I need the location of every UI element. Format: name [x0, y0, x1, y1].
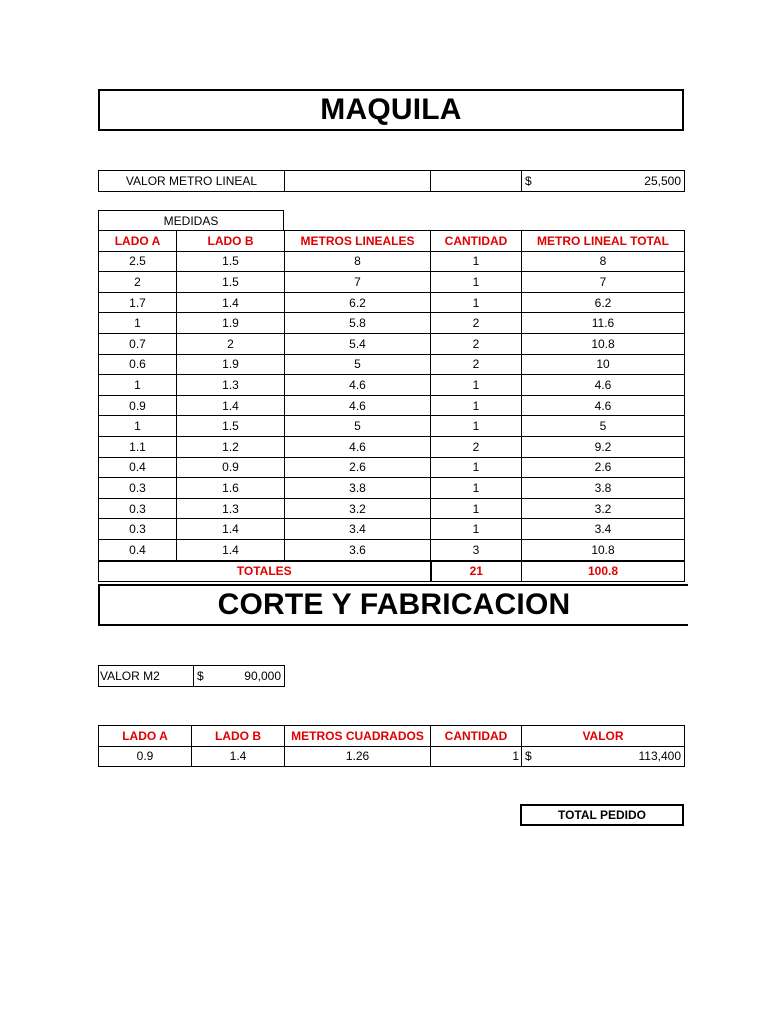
corte-title: CORTE Y FABRICACION [217, 588, 571, 621]
cell-metro-lineal-total: 3.4 [522, 519, 685, 540]
header-metros-lineales: METROS LINEALES [285, 231, 431, 252]
table-row [99, 333, 685, 354]
valor-m2-cell [194, 666, 285, 687]
maquila-body [99, 251, 685, 560]
cell-metro-lineal-total: 11.6 [522, 313, 685, 334]
valor-metro-lineal-table [98, 170, 685, 192]
cell-metros-lineales: 3.4 [285, 519, 431, 540]
cell-lado-b: 1.4 [177, 395, 285, 416]
total-metro-lineal: 100.8 [522, 561, 685, 582]
cell-lado-b: 1.6 [177, 478, 285, 499]
cell-metros-lineales: 5 [285, 354, 431, 375]
cell-lado-a: 0.3 [99, 519, 177, 540]
cell-lado-b: 1.9 [177, 354, 285, 375]
cell-lado-a: 0.6 [99, 354, 177, 375]
cell-metro-lineal-total: 10.8 [522, 539, 685, 560]
cell-lado-b: 1.5 [177, 272, 285, 293]
cell-metros-lineales: 6.2 [285, 292, 431, 313]
cell-cantidad: 1 [431, 519, 522, 540]
table-row [99, 251, 685, 272]
currency-symbol: $ [197, 668, 204, 683]
header-metros-cuadrados: METROS CUADRADOS [285, 726, 431, 747]
cell-metro-lineal-total: 5 [522, 416, 685, 437]
cell-lado-b: 2 [177, 333, 285, 354]
header-valor: VALOR [522, 726, 685, 747]
valor-m2-table [98, 665, 285, 687]
table-row [99, 416, 685, 437]
total-cantidad: 21 [431, 561, 522, 582]
cell-metro-lineal-total: 3.2 [522, 498, 685, 519]
maquila-table [98, 230, 685, 582]
valor-metro-lineal-cell [522, 171, 685, 192]
valor-m2-amount: 90,000 [244, 668, 281, 683]
cell-lado-b: 1.3 [177, 498, 285, 519]
cell-lado-a: 1.7 [99, 292, 177, 313]
cell-metros-lineales: 3.8 [285, 478, 431, 499]
totales-label: TOTALES [99, 561, 431, 582]
cell-metros-lineales: 4.6 [285, 395, 431, 416]
header-lado-a: LADO A [99, 231, 177, 252]
cell-metros-lineales: 5.8 [285, 313, 431, 334]
table-row [99, 375, 685, 396]
currency-symbol: $ [525, 173, 532, 188]
cell-metro-lineal-total: 8 [522, 251, 685, 272]
header-lado-a: LADO A [99, 726, 192, 747]
maquila-header-row [99, 231, 685, 252]
cell-lado-a: 0.3 [99, 478, 177, 499]
cell-lado-a: 1 [99, 416, 177, 437]
total-pedido-label: TOTAL PEDIDO [557, 808, 646, 822]
cell-lado-b: 1.3 [177, 375, 285, 396]
table-row [99, 539, 685, 560]
cell-cantidad: 1 [431, 416, 522, 437]
cell-lado-a: 1.1 [99, 436, 177, 457]
cell-metro-lineal-total: 10.8 [522, 333, 685, 354]
corte-header-row [99, 726, 685, 747]
cell-metro-lineal-total: 10 [522, 354, 685, 375]
total-pedido-box [520, 804, 684, 826]
currency-symbol: $ [525, 749, 532, 764]
cell-lado-b: 1.5 [177, 251, 285, 272]
cell-cantidad: 2 [431, 354, 522, 375]
cell-lado-a: 0.9 [99, 395, 177, 416]
cell-metro-lineal-total: 6.2 [522, 292, 685, 313]
cell-cantidad: 1 [431, 457, 522, 478]
cell-cantidad: 1 [431, 478, 522, 499]
cell-lado-a: 0.7 [99, 333, 177, 354]
cell-lado-b: 0.9 [177, 457, 285, 478]
cell-cantidad: 2 [431, 333, 522, 354]
cell-lado-a: 1 [99, 313, 177, 334]
medidas-label-table [98, 210, 284, 231]
corte-lado-b: 1.4 [192, 746, 285, 767]
cell-metros-lineales: 5 [285, 416, 431, 437]
table-row [99, 457, 685, 478]
cell-metro-lineal-total: 3.8 [522, 478, 685, 499]
cell-lado-b: 1.9 [177, 313, 285, 334]
corte-metros-cuadrados: 1.26 [285, 746, 431, 767]
cell-metro-lineal-total: 4.6 [522, 395, 685, 416]
cell-lado-a: 2.5 [99, 251, 177, 272]
table-row [99, 313, 685, 334]
cell-metro-lineal-total: 7 [522, 272, 685, 293]
valor-metro-lineal-label: VALOR METRO LINEAL [99, 171, 285, 192]
cell-lado-a: 0.4 [99, 457, 177, 478]
header-cantidad: CANTIDAD [431, 726, 522, 747]
cell-lado-b: 1.4 [177, 292, 285, 313]
cell-lado-b: 1.4 [177, 519, 285, 540]
cell-metros-lineales: 3.2 [285, 498, 431, 519]
corte-table [98, 725, 685, 767]
medidas-label: MEDIDAS [99, 211, 284, 231]
table-row [99, 292, 685, 313]
cell-cantidad: 1 [431, 375, 522, 396]
cell-lado-a: 0.4 [99, 539, 177, 560]
cell-metros-lineales: 3.6 [285, 539, 431, 560]
cell-metros-lineales: 2.6 [285, 457, 431, 478]
maquila-title: MAQUILA [320, 93, 462, 126]
valor-metro-lineal-amount: 25,500 [644, 173, 681, 188]
header-lado-b: LADO B [192, 726, 285, 747]
corte-title-box [98, 584, 688, 626]
cell-metro-lineal-total: 9.2 [522, 436, 685, 457]
cell-metros-lineales: 5.4 [285, 333, 431, 354]
cell-lado-a: 1 [99, 375, 177, 396]
table-row [99, 498, 685, 519]
cell-lado-a: 2 [99, 272, 177, 293]
cell-cantidad: 3 [431, 539, 522, 560]
cell-cantidad: 1 [431, 272, 522, 293]
cell-lado-b: 1.2 [177, 436, 285, 457]
cell-cantidad: 1 [431, 292, 522, 313]
cell-lado-b: 1.4 [177, 539, 285, 560]
cell-metro-lineal-total: 2.6 [522, 457, 685, 478]
valor-m2-label: VALOR M2 [99, 666, 194, 687]
cell-lado-b: 1.5 [177, 416, 285, 437]
header-cantidad: CANTIDAD [431, 231, 522, 252]
corte-data-row [99, 746, 685, 767]
table-row [99, 354, 685, 375]
cell-metros-lineales: 8 [285, 251, 431, 272]
cell-cantidad: 1 [431, 498, 522, 519]
table-row [99, 272, 685, 293]
cell-cantidad: 2 [431, 313, 522, 334]
corte-lado-a: 0.9 [99, 746, 192, 767]
cell-cantidad: 1 [431, 251, 522, 272]
empty-cell [285, 171, 431, 192]
totales-row [99, 561, 685, 582]
cell-metros-lineales: 7 [285, 272, 431, 293]
corte-valor: 113,400 [638, 749, 681, 764]
header-lado-b: LADO B [177, 231, 285, 252]
cell-lado-a: 0.3 [99, 498, 177, 519]
table-row [99, 519, 685, 540]
cell-metros-lineales: 4.6 [285, 436, 431, 457]
table-row [99, 478, 685, 499]
corte-cantidad: 1 [431, 746, 522, 767]
cell-cantidad: 1 [431, 395, 522, 416]
cell-metros-lineales: 4.6 [285, 375, 431, 396]
table-row [99, 395, 685, 416]
cell-metro-lineal-total: 4.6 [522, 375, 685, 396]
maquila-title-box [98, 89, 684, 131]
table-row [99, 436, 685, 457]
header-metro-lineal-total: METRO LINEAL TOTAL [522, 231, 685, 252]
empty-cell [431, 171, 522, 192]
cell-cantidad: 2 [431, 436, 522, 457]
corte-valor-cell [522, 746, 685, 767]
